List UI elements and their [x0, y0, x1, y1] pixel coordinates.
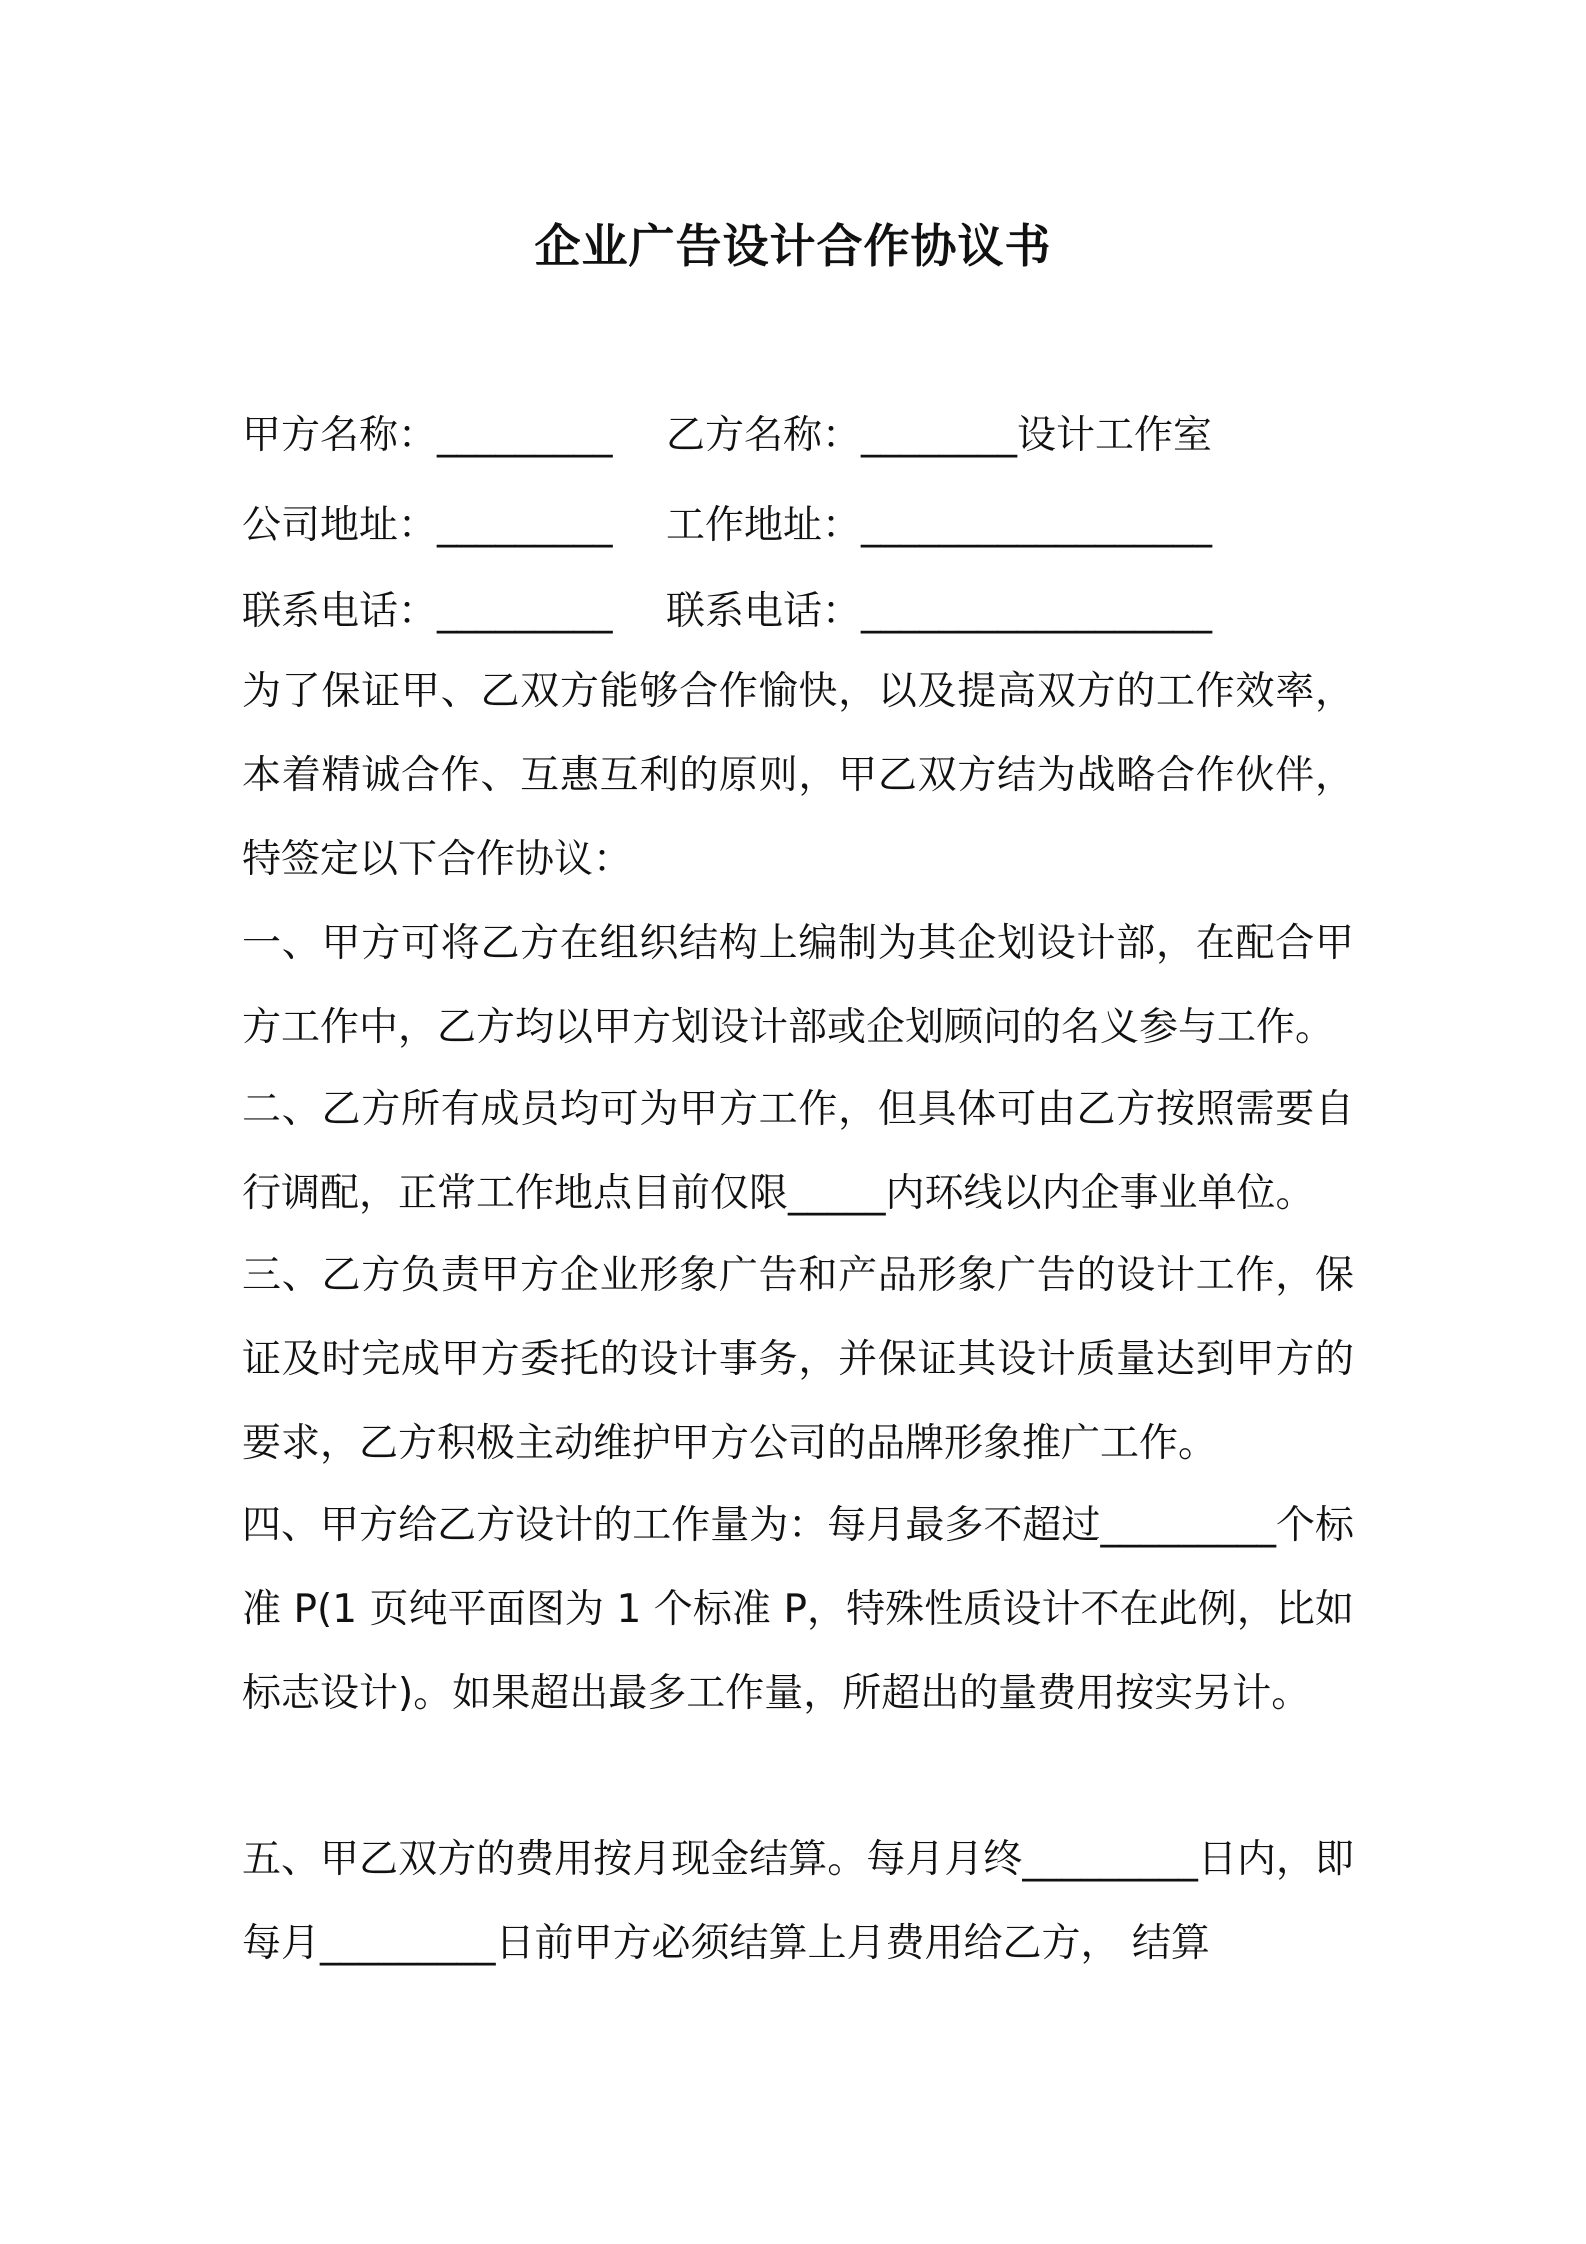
phone-row: [242, 582, 1352, 642]
company-address-field: 公司地址：_________: [242, 503, 613, 548]
clause-3-paragraph: 三、乙方负责甲方企业形象广告和产品形象广告的设计工作，保证及时完成甲方委托的设计事务，并保证其设计质量达到甲方的要求，乙方积极主动维护甲方公司的品牌形象推广工作。: [242, 1253, 1354, 1466]
party-a-name-field: 甲方名称：_________: [242, 413, 613, 458]
intro-paragraph: 为了保证甲、乙双方能够合作愉快，以及提高双方的工作效率，本着精诚合作、互惠互利的原则，甲乙双方结为战略合作伙伴，特签定以下合作协议：: [242, 669, 1354, 882]
clause-2-paragraph: 二、乙方所有成员均可为甲方工作，但具体可由乙方按照需要自行调配，正常工作地点目前仅限_____内环线以内企事业单位。: [242, 1087, 1354, 1216]
clause-1-paragraph: 一、甲方可将乙方在组织结构上编制为其企划设计部，在配合甲方工作中，乙方均以甲方划设计部或企划顾问的名义参与工作。: [242, 921, 1354, 1050]
address-row: [242, 496, 1352, 556]
clause-4-paragraph: 四、甲方给乙方设计的工作量为：每月最多不超过_________个标准 P(1 页纯平面图为 1 个标准 P，特殊性质设计不在此例，比如标志设计)。如果超出最多工作量，所超出的量费用按实另计。: [242, 1503, 1354, 1716]
party-b-phone-field: 联系电话：__________________: [666, 589, 1213, 634]
party-b-name-field: 乙方名称：________设计工作室: [666, 413, 1213, 458]
party-name-row: [242, 406, 1352, 466]
document-title: 企业广告设计合作协议书: [534, 219, 1052, 273]
party-a-phone-field: 联系电话：_________: [242, 589, 613, 634]
work-address-field: 工作地址：__________________: [666, 503, 1213, 548]
clause-5-paragraph: 五、甲乙双方的费用按月现金结算。每月月终_________日内，即每月_________日前甲方必须结算上月费用给乙方， 结算: [242, 1837, 1354, 1966]
